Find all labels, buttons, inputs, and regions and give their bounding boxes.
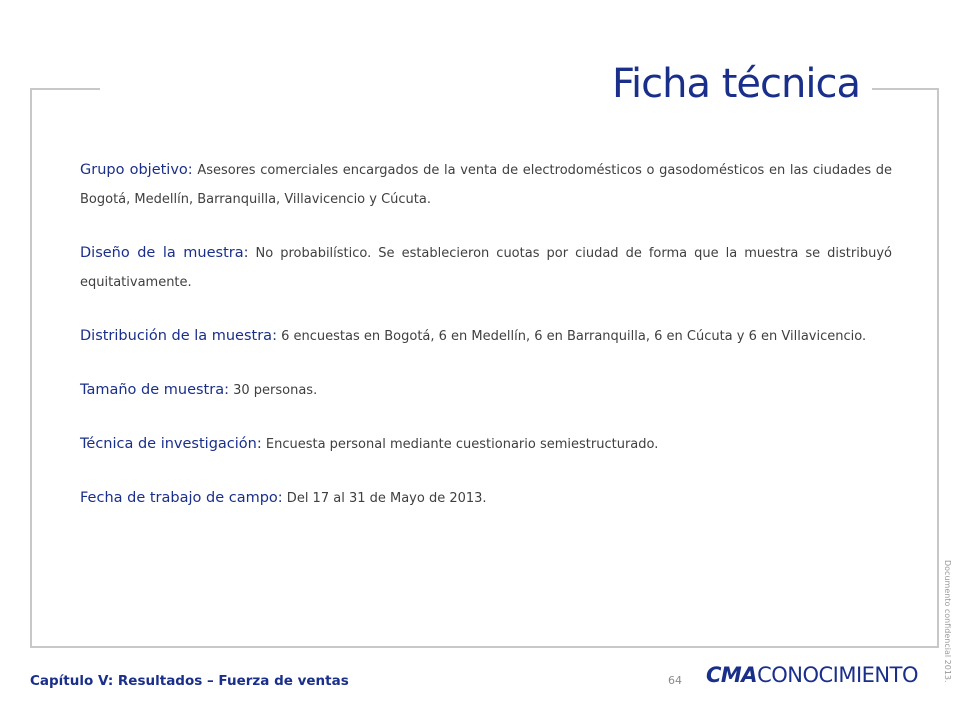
item-label: Tamaño de muestra: <box>80 382 229 398</box>
chapter-title: Capítulo V: Resultados – Fuerza de ventas <box>30 673 349 689</box>
page-number: 64 <box>668 674 682 687</box>
frame-top-left-line <box>31 88 100 90</box>
item-text: Asesores comerciales encargados de la venta de electrodomésticos o gasodomésticos en las ciudades de Bogotá, Medellín, Barranquilla, Villavicencio y Cúcuta. <box>80 163 892 207</box>
logo-bold-text: CMA <box>706 663 758 687</box>
item-sample-design <box>80 239 892 297</box>
item-fieldwork-date <box>80 484 892 513</box>
item-label: Técnica de investigación: <box>80 436 262 452</box>
item-text: Del 17 al 31 de Mayo de 2013. <box>282 491 487 506</box>
company-logo <box>706 665 918 686</box>
item-text: 30 personas. <box>228 383 318 398</box>
frame-right-line <box>937 88 939 648</box>
confidential-note: Documento confidencial 2013. <box>943 560 952 683</box>
slide-title: Ficha técnica <box>611 61 860 107</box>
item-label: Grupo objetivo: <box>80 162 193 178</box>
item-research-technique <box>80 430 892 459</box>
frame-bottom-line <box>30 646 939 648</box>
item-text: Encuesta personal mediante cuestionario semiestructurado. <box>261 437 659 452</box>
item-text: 6 encuestas en Bogotá, 6 en Medellín, 6 en Barranquilla, 6 en Cúcuta y 6 en Villavicencio. <box>276 329 867 344</box>
frame-top-right-line <box>872 88 939 90</box>
item-sample-size <box>80 376 892 405</box>
frame-left-line <box>30 88 32 648</box>
item-label: Diseño de la muestra: <box>80 245 249 261</box>
logo-light-text: CONOCIMIENTO <box>757 663 918 687</box>
item-sample-distribution <box>80 322 892 351</box>
item-label: Distribución de la muestra: <box>80 328 277 344</box>
item-text: No probabilístico. Se establecieron cuotas por ciudad de forma que la muestra se distribuyó equitativamente. <box>80 246 892 290</box>
item-target-group <box>80 156 892 214</box>
technical-sheet-content <box>80 156 892 538</box>
item-label: Fecha de trabajo de campo: <box>80 490 283 506</box>
